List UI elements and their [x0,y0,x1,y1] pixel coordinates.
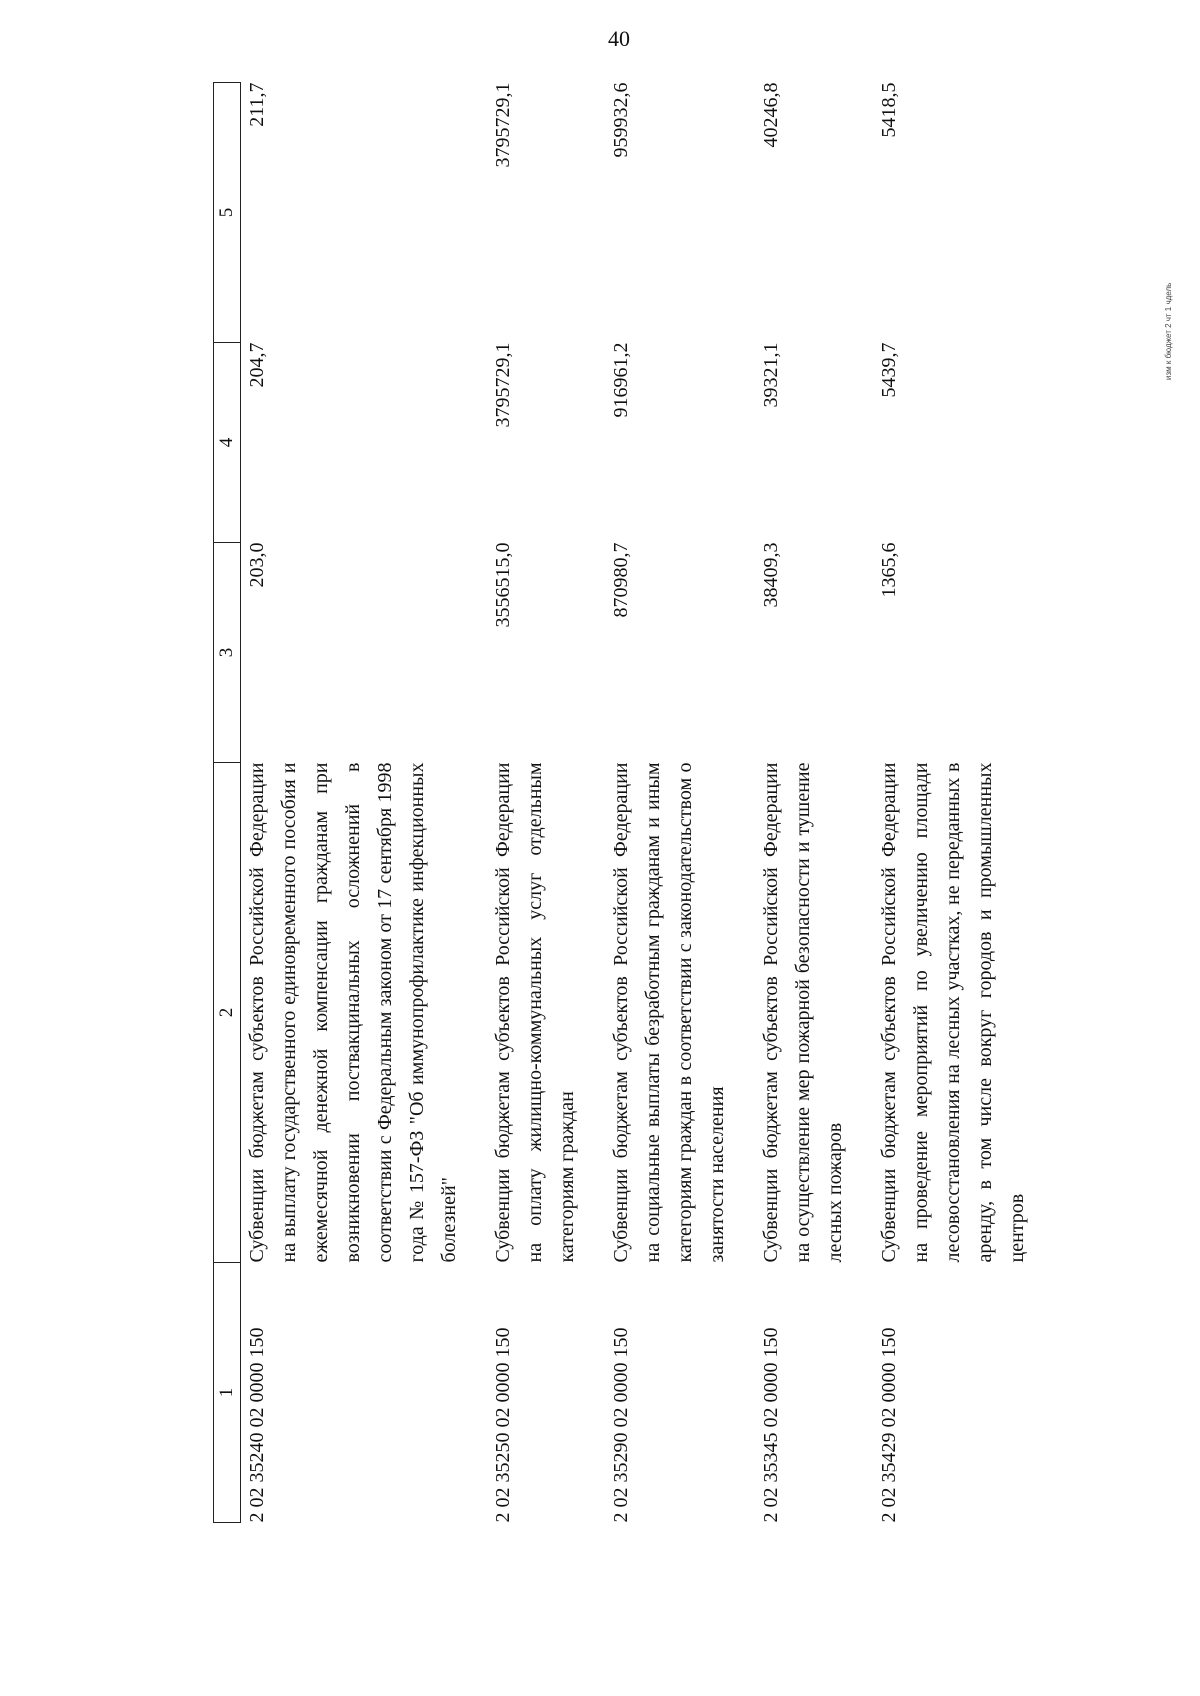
budget-code: 2 02 35290 02 0000 150 [610,1327,632,1523]
row-description: Субвенции бюджетам субъектов Российской Федерации на оплату жилищно-коммунальных услуг отдельным категориям граждан [492,762,578,1263]
table-row [487,83,605,1523]
table-row [755,83,873,1523]
header-col-4: 4 [214,343,241,543]
header-col-2: 2 [214,763,241,1263]
value-col-5: 959932,6 [610,82,632,158]
value-col-4: 39321,1 [760,342,782,408]
value-col-5: 211,7 [246,82,268,127]
page-number: 40 [608,26,630,51]
table-row [605,83,755,1523]
row-description: Субвенции бюджетам субъектов Российской Федерации на осуществление мер пожарной безопасности и тушение лесных пожаров [760,762,846,1263]
budget-code: 2 02 35250 02 0000 150 [492,1327,514,1523]
value-col-3: 203,0 [246,542,268,588]
row-description: Субвенции бюджетам субъектов Российской Федерации на социальные выплаты безработным гражданам и иным категориям граждан в соответствии с законодательством о занятости населения [610,762,728,1263]
value-col-3: 1365,6 [878,542,900,598]
budget-code: 2 02 35345 02 0000 150 [760,1327,782,1523]
table-row [241,83,488,1523]
budget-code: 2 02 35429 02 0000 150 [878,1327,900,1523]
value-col-4: 916961,2 [610,342,632,418]
header-col-5: 5 [214,83,241,343]
value-col-4: 3795729,1 [492,342,514,428]
rotated-table-container [213,83,1033,1523]
value-col-3: 38409,3 [760,542,782,608]
budget-code: 2 02 35240 02 0000 150 [246,1327,268,1523]
table-header-row [214,83,241,1523]
value-col-4: 204,7 [246,342,268,388]
value-col-5: 40246,8 [760,82,782,148]
value-col-4: 5439,7 [878,342,900,398]
value-col-5: 5418,5 [878,82,900,138]
header-col-1: 1 [214,1263,241,1523]
value-col-5: 3795729,1 [492,82,514,168]
value-col-3: 870980,7 [610,542,632,618]
table-row [873,83,1055,1523]
row-description: Субвенции бюджетам субъектов Российской Федерации на выплату государственного единовременного пособия и ежемесячной денежной компенсации гражданам при возникновении поствакцинальных осложнений в соответствии с Федеральным законом от 17 сентября 1998 года № 157-ФЗ "Об иммунопрофилактике инфекционных болезней" [246,762,460,1263]
footer-mark: изм к бюджет 2 чт 1 чдель [1164,282,1173,380]
row-description: Субвенции бюджетам субъектов Российской Федерации на проведение мероприятий по увеличению площади лесовосстановления на лесных участках, не переданных в аренду, в том числе вокруг городов и промышленных центров [878,762,1028,1263]
budget-table [213,82,1055,1523]
header-col-3: 3 [214,543,241,763]
value-col-3: 3556515,0 [492,542,514,628]
